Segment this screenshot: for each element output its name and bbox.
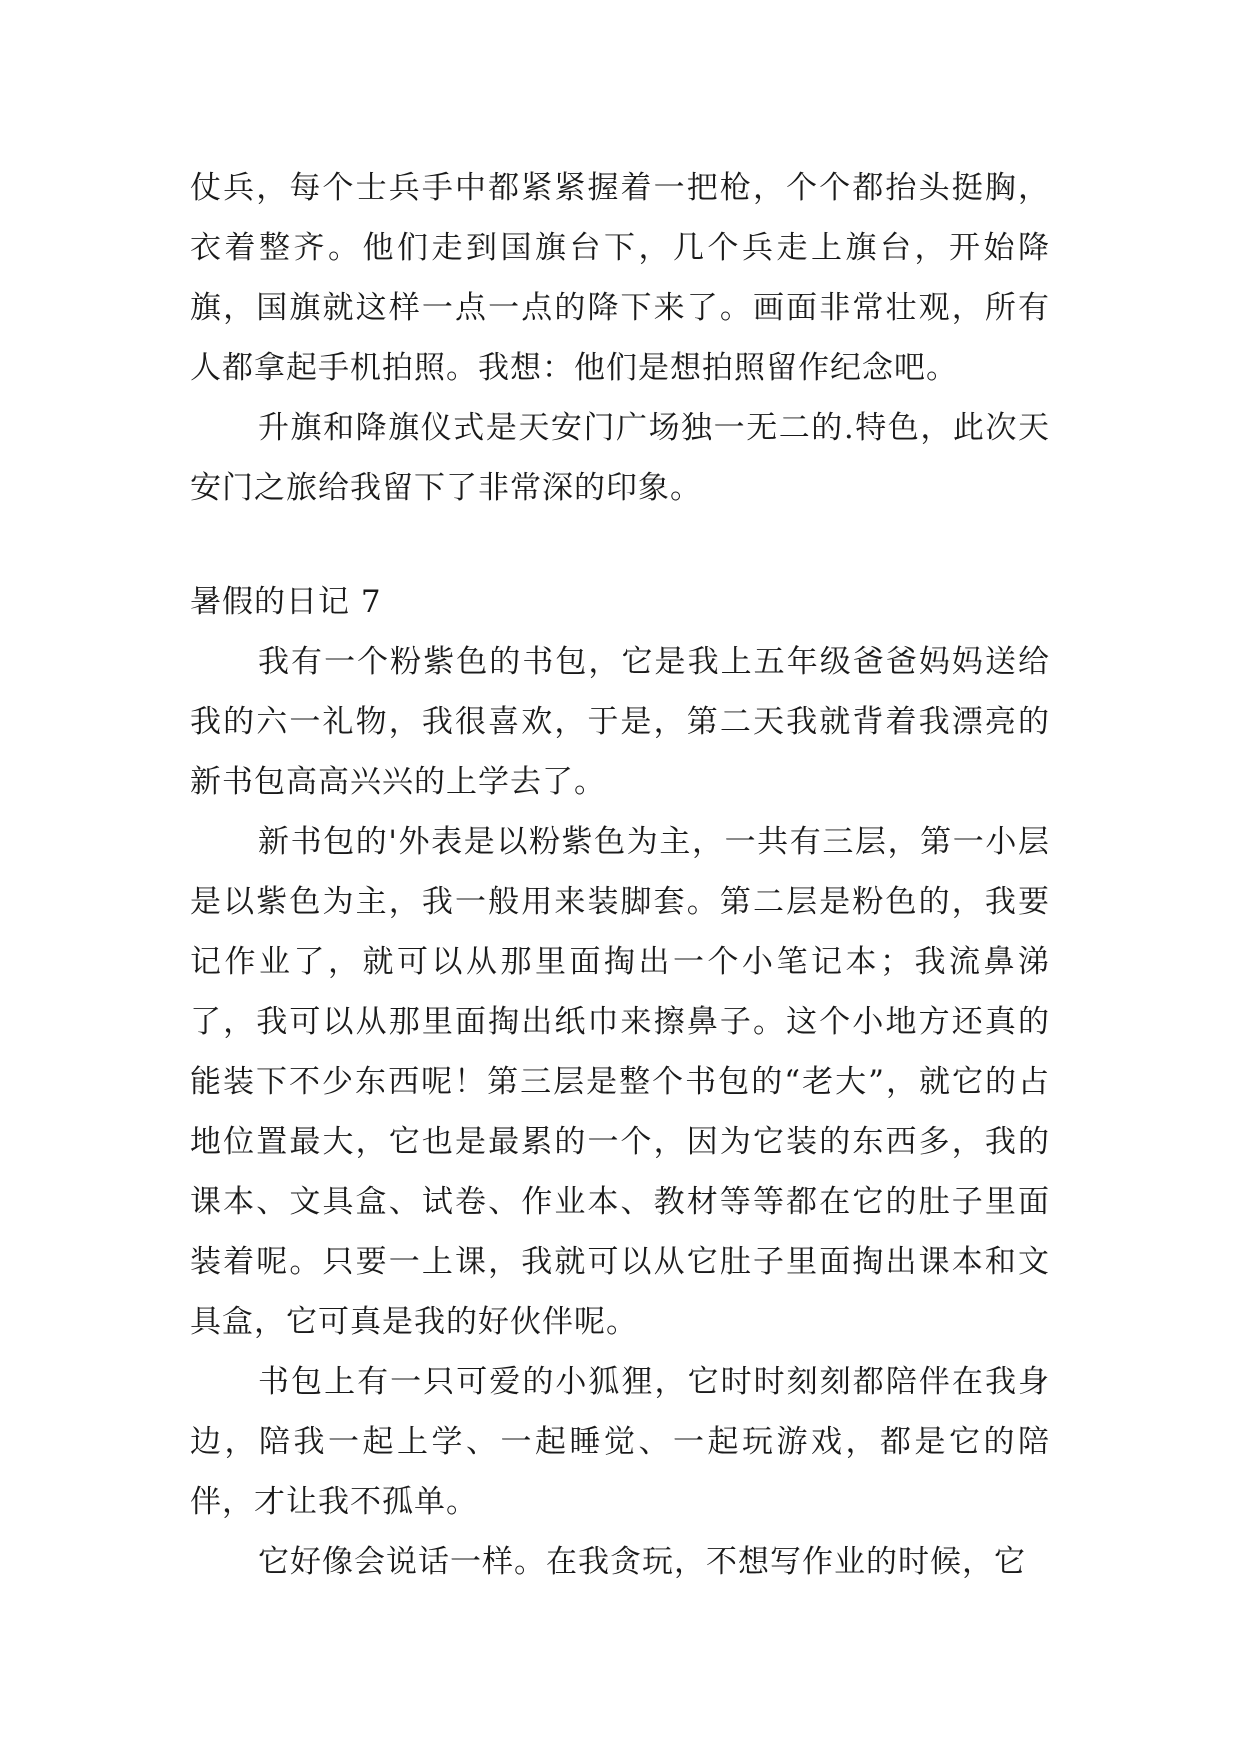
paragraph: 升旗和降旗仪式是天安门广场独一无二的.特色，此次天安门之旅给我留下了非常深的印象。 — [190, 410, 1050, 506]
section-continuation — [190, 158, 1050, 518]
paragraph: 书包上有一只可爱的小狐狸，它时时刻刻都陪伴在我身边，陪我一起上学、一起睡觉、一起玩游戏，都是它的陪伴，才让我不孤单。 — [190, 1364, 1050, 1520]
diary-entry-section — [190, 572, 1050, 1592]
paragraph: 我有一个粉紫色的书包，它是我上五年级爸爸妈妈送给我的六一礼物，我很喜欢，于是，第二天我就背着我漂亮的新书包高高兴兴的上学去了。 — [190, 644, 1050, 800]
paragraph: 它好像会说话一样。在我贪玩，不想写作业的时候，它 — [258, 1544, 1026, 1580]
paragraph: 新书包的'外表是以粉紫色为主，一共有三层，第一小层是以紫色为主，我一般用来装脚套。第二层是粉色的，我要记作业了，就可以从那里面掏出一个小笔记本；我流鼻涕了，我可以从那里面掏出纸巾来擦鼻子。这个小地方还真的能装下不少东西呢！第三层是整个书包的“老大”，就它的占地位置最大，它也是最累的一个，因为它装的东西多，我的课本、文具盒、试卷、作业本、教材等等都在它的肚子里面装着呢。只要一上课，我就可以从它肚子里面掏出课本和文具盒，它可真是我的好伙伴呢。 — [190, 824, 1050, 1340]
section-title: 暑假的日记 7 — [190, 584, 382, 620]
paragraph: 仗兵，每个士兵手中都紧紧握着一把枪，个个都抬头挺胸，衣着整齐。他们走到国旗台下，几个兵走上旗台，开始降旗，国旗就这样一点一点的降下来了。画面非常壮观，所有人都拿起手机拍照。我想：他们是想拍照留作纪念吧。 — [190, 170, 1050, 386]
